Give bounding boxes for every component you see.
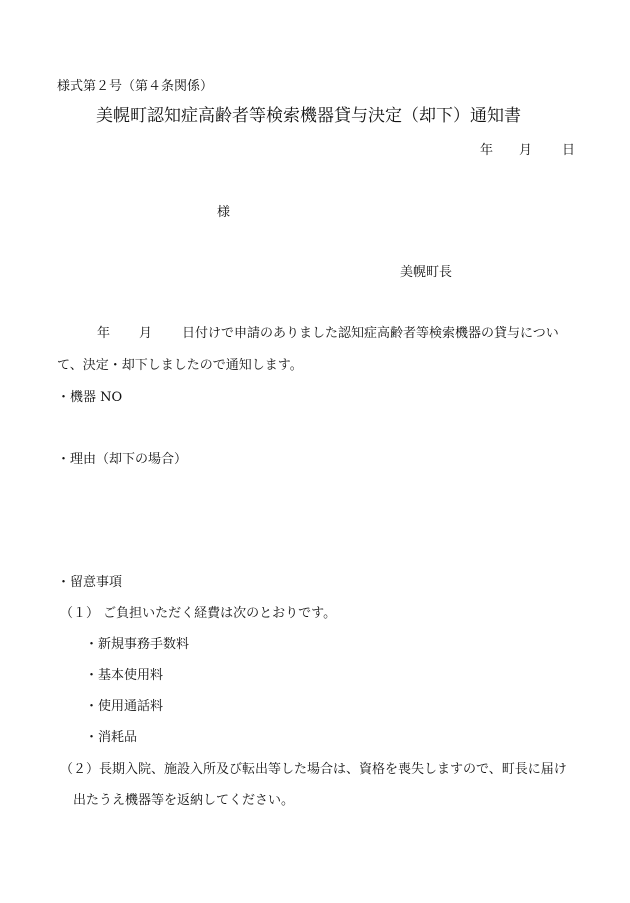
- notes-item-2-line-1: （２）長期入院、施設入所及び転出等した場合は、資格を喪失しますので、町長に届け: [60, 762, 567, 777]
- date-year: 年: [480, 143, 494, 158]
- device-no-label: ・機器 NO: [57, 390, 123, 405]
- notes-heading: ・留意事項: [57, 575, 123, 590]
- body-year: 年: [97, 326, 111, 341]
- date-month: 月: [519, 143, 533, 158]
- cost-item: ・基本使用料: [85, 668, 164, 683]
- cost-item: ・使用通話料: [85, 699, 164, 714]
- body-month: 月: [139, 326, 153, 341]
- document-title: 美幌町認知症高齢者等検索機器貸与決定（却下）通知書: [96, 106, 521, 126]
- addressee-suffix: 様: [217, 205, 231, 220]
- notes-item-2-line-2: 出たうえ機器等を返納してください。: [73, 793, 295, 808]
- date-day: 日: [562, 143, 576, 158]
- form-label: 様式第２号（第４条関係）: [57, 79, 214, 94]
- body-text-line-2: て、決定・却下しましたので通知します。: [57, 358, 303, 373]
- cost-item: ・新規事務手数料: [85, 637, 190, 652]
- cost-item: ・消耗品: [85, 730, 138, 745]
- body-text-line-1: 日付けで申請のありました認知症高齢者等検索機器の貸与につい: [182, 326, 559, 341]
- notes-item-1: （１） ご負担いただく経費は次のとおりです。: [60, 606, 337, 621]
- reason-label: ・理由（却下の場合）: [57, 452, 188, 467]
- issuer-name: 美幌町長: [400, 265, 453, 280]
